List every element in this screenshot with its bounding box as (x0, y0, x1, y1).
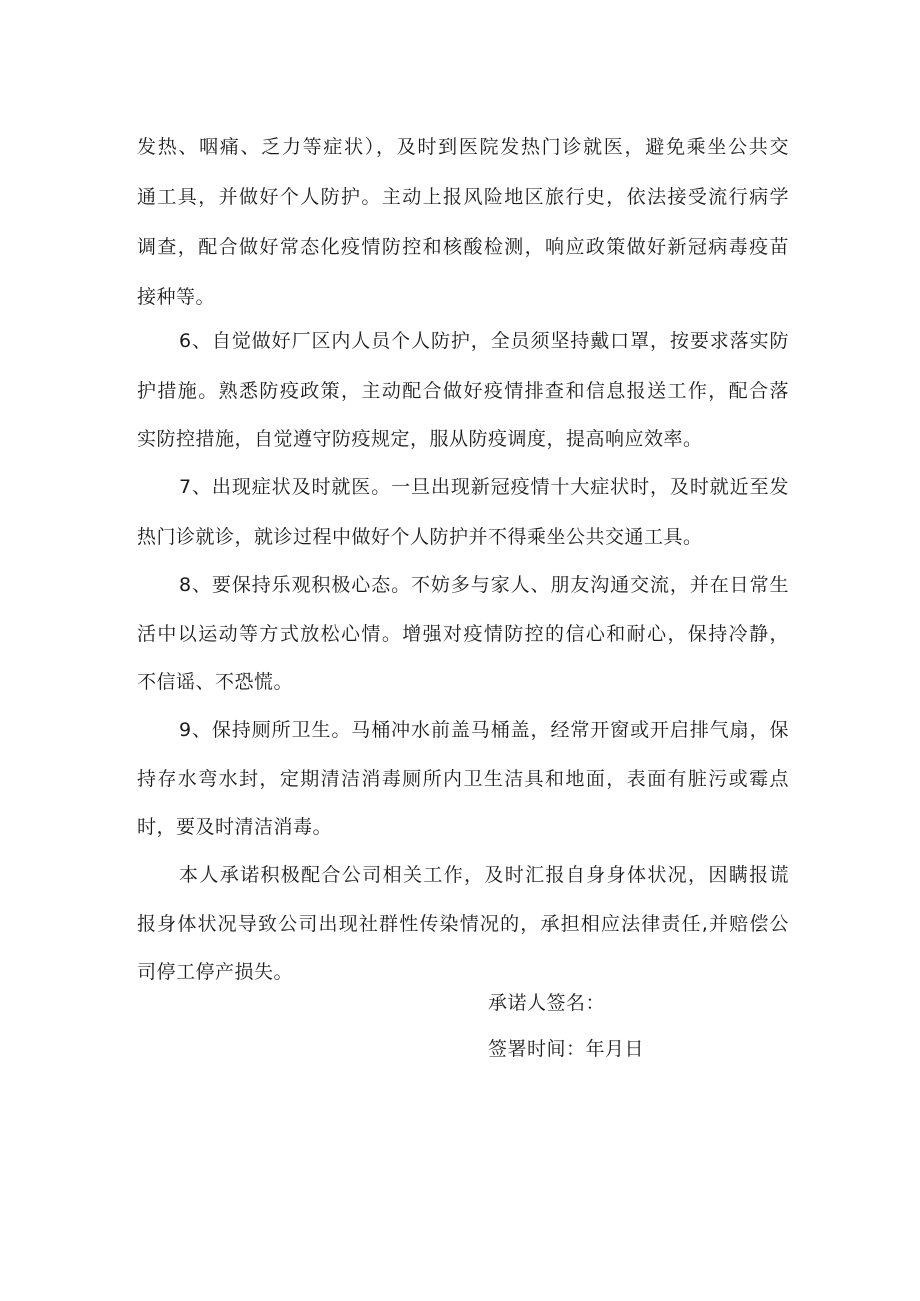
item-7-line: 热门诊就诊，就诊过程中做好个人防护并不得乘坐公共交通工具。 (137, 526, 703, 548)
item-8-line: 8、要保持乐观积极心态。不妨多与家人、朋友沟通交流，并在日常生 (179, 574, 789, 596)
item-9-line: 持存水弯水封，定期清洁消毒厕所内卫生洁具和地面，表面有脏污或霉点 (137, 768, 789, 790)
sign-date-label: 签署时间：年月日 (488, 1038, 645, 1060)
paragraph-line: 发热、咽痛、乏力等症状），及时到医院发热门诊就医，避免乘坐公共交 (137, 136, 789, 158)
item-9-line: 时，要及时清洁消毒。 (137, 816, 333, 838)
commitment-line: 司停工停产损失。 (137, 961, 294, 983)
paragraph-line: 通工具，并做好个人防护。主动上报风险地区旅行史，依法接受流行病学 (137, 186, 789, 208)
commitment-line: 报身体状况导致公司出现社群性传染情况的，承担相应法律责任,并赔偿公 (137, 913, 789, 935)
item-9-line: 9、保持厕所卫生。马桶冲水前盖马桶盖，经常开窗或开启排气扇，保 (179, 719, 789, 741)
item-7-line: 7、出现症状及时就医。一旦出现新冠疫情十大症状时，及时就近至发 (179, 476, 789, 498)
item-8-line: 活中以运动等方式放松心情。增强对疫情防控的信心和耐心，保持冷静， (137, 623, 789, 645)
item-6-line: 护措施。熟悉防疫政策，主动配合做好疫情排查和信息报送工作，配合落 (137, 380, 789, 402)
item-8-line: 不信谣、不恐慌。 (137, 671, 294, 693)
paragraph-line: 接种等。 (137, 286, 216, 308)
commitment-line: 本人承诺积极配合公司相关工作，及时汇报自身身体状况，因瞒报谎 (179, 864, 789, 886)
signer-label: 承诺人签名： (488, 992, 606, 1014)
item-6-line: 实防控措施，自觉遵守防疫规定，服从防疫调度，提高响应效率。 (137, 428, 703, 450)
paragraph-line: 调查，配合做好常态化疫情防控和核酸检测，响应政策做好新冠病毒疫苗 (137, 236, 789, 258)
item-6-line: 6、自觉做好厂区内人员个人防护，全员须坚持戴口罩，按要求落实防 (179, 330, 789, 352)
